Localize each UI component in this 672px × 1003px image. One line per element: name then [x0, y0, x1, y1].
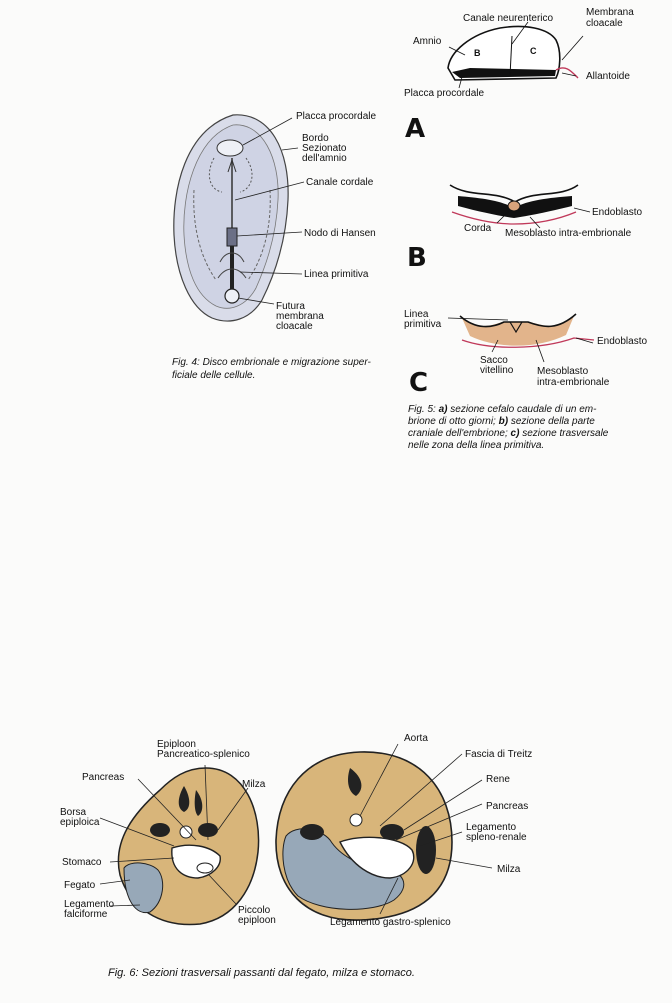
label-futura: Futura [276, 301, 305, 312]
label-epiploon: Epiploon [157, 739, 196, 750]
fig4-caption-line2: ficiale delle cellule. [172, 370, 256, 381]
label-sacco: Sacco [480, 355, 508, 366]
fig5-caption-line1: Fig. 5: a) sezione cefalo caudale di un em- [408, 404, 597, 415]
label-epiploica: epiploica [60, 817, 100, 828]
label-vitellino: vitellino [480, 365, 514, 376]
label-legamento: Legamento [466, 822, 517, 833]
label-spleno-renale: spleno-renale [466, 832, 527, 843]
label-cloacale: cloacale [586, 18, 623, 29]
label-intra-embrionale: intra-embrionale [537, 377, 610, 388]
label-milza: Milza [497, 864, 521, 875]
fig5-caption-line2: brione di otto giorni; b) sezione della parte [408, 416, 595, 427]
label-legamento: Legamento [64, 899, 115, 910]
label-mesoblasto: Mesoblasto [537, 366, 589, 377]
label-endoblasto: Endoblasto [597, 336, 648, 347]
label-linea: Linea [404, 309, 429, 320]
label-canale-neurenterico: Canale neurenterico [463, 13, 554, 24]
label-placca-procordale: Placca procordale [296, 111, 377, 122]
label-mesoblasto: Mesoblasto intra-embrionale [505, 228, 632, 239]
label-epiploon: epiploon [238, 915, 276, 926]
fig5-caption-line4: nelle zona della linea primitiva. [408, 440, 545, 451]
fig6-caption: Fig. 6: Sezioni trasversali passanti dal fegato, milza e stomaco. [108, 967, 415, 979]
label-amnio: Amnio [413, 36, 442, 47]
fig5-letter-c: C [409, 368, 429, 398]
label-cloacale: cloacale [276, 321, 313, 332]
label-pancreas: Pancreas [486, 801, 529, 812]
label-fegato: Fegato [64, 880, 96, 891]
label-placca-procordale: Placca procordale [404, 88, 485, 99]
label-rene: Rene [486, 774, 510, 785]
label-canale-cordale: Canale cordale [306, 177, 374, 188]
label-c: C [530, 46, 537, 56]
label-borsa: Borsa [60, 807, 87, 818]
label-amnio: dell'amnio [302, 153, 347, 164]
label-bordo: Bordo [302, 133, 329, 144]
label-linea-primitiva: Linea primitiva [304, 269, 369, 280]
label-allantoide: Allantoide [586, 71, 630, 82]
label-primitiva: primitiva [404, 319, 442, 330]
label-milza: Milza [242, 779, 266, 790]
label-falciforme: falciforme [64, 909, 108, 920]
label-pancreas: Pancreas [82, 772, 125, 783]
label-membrana: Membrana [586, 7, 634, 18]
label-sezionato: Sezionato [302, 143, 347, 154]
fig5-letter-b: B [407, 243, 427, 273]
label-nodo-hansen: Nodo di Hansen [304, 228, 376, 239]
label-piccolo: Piccolo [238, 905, 271, 916]
label-pancreatico-splenico: Pancreatico-splenico [157, 749, 250, 760]
label-aorta: Aorta [404, 733, 428, 744]
fig5-caption-line3: craniale dell'embrione; c) sezione trasversale [408, 428, 609, 439]
fig4-caption-line1: Fig. 4: Disco embrionale e migrazione super- [172, 357, 371, 368]
label-stomaco: Stomaco [62, 857, 102, 868]
label-b: B [474, 48, 481, 58]
fig5-letter-a: A [405, 114, 426, 144]
label-corda: Corda [464, 223, 492, 234]
label-membrana: membrana [276, 311, 324, 322]
label-legamento-gastro-splenico: Legamento gastro-splenico [330, 917, 451, 928]
label-endoblasto: Endoblasto [592, 207, 643, 218]
label-fascia-treitz: Fascia di Treitz [465, 749, 533, 760]
